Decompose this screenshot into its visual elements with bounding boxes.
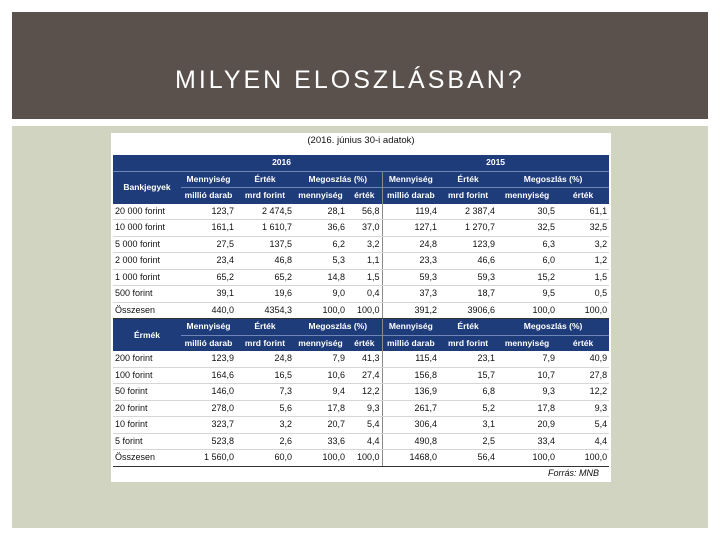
table-cell: 7,3 (236, 384, 294, 401)
row-label: 5 000 forint (113, 236, 181, 253)
coins-sub-header: érték (557, 335, 609, 351)
table-cell: 23,4 (181, 253, 236, 270)
currency-table-image (111, 133, 611, 482)
coins-group-header: Megoszlás (%) (294, 319, 382, 336)
table-cell: 1,2 (557, 253, 609, 270)
table-cell: 1 270,7 (439, 220, 497, 237)
table-cell: 137,5 (236, 236, 294, 253)
coins-header-row-1 (113, 319, 609, 336)
table-cell: 136,9 (382, 384, 439, 401)
table-cell: 59,3 (439, 269, 497, 286)
banknotes-section-label: Bankjegyek (113, 171, 181, 204)
table-cell: 119,4 (382, 204, 439, 220)
table-cell: 100,0 (294, 302, 347, 319)
table-cell: 61,1 (557, 204, 609, 220)
table-cell: 9,3 (497, 384, 557, 401)
coins-group-header: Megoszlás (%) (497, 319, 609, 336)
table-row (113, 253, 609, 270)
banknotes-sub-header: érték (557, 188, 609, 204)
year-2015-header: 2015 (382, 155, 609, 171)
table-cell: 4,4 (557, 433, 609, 450)
table-cell: 33,6 (294, 433, 347, 450)
table-cell: 161,1 (181, 220, 236, 237)
table-cell: 1 560,0 (181, 450, 236, 467)
coins-sub-header: mennyiség (497, 335, 557, 351)
table-cell: 3,1 (439, 417, 497, 434)
row-label: Összesen (113, 302, 181, 319)
table-cell: 9,3 (557, 400, 609, 417)
coins-header (113, 319, 609, 352)
table-cell: 23,1 (439, 351, 497, 367)
table-cell: 0,4 (347, 286, 382, 303)
table-cell: 65,2 (181, 269, 236, 286)
banknotes-group-header: Megoszlás (%) (294, 171, 382, 188)
table-cell: 127,1 (382, 220, 439, 237)
table-cell: 100,0 (497, 302, 557, 319)
table-cell: 3,2 (347, 236, 382, 253)
banknotes-header-row-2 (113, 188, 609, 204)
table-cell: 36,6 (294, 220, 347, 237)
table-cell: 60,0 (236, 450, 294, 467)
table-cell: 100,0 (497, 450, 557, 467)
row-label: 50 forint (113, 384, 181, 401)
table-cell: 115,4 (382, 351, 439, 367)
banknotes-group-header: Érték (439, 171, 497, 188)
table-cell: 30,5 (497, 204, 557, 220)
table-cell: 100,0 (347, 450, 382, 467)
year-header-blank (113, 155, 181, 171)
banknotes-group-header: Mennyiség (181, 171, 236, 188)
table-cell: 2 387,4 (439, 204, 497, 220)
coins-sub-header: érték (347, 335, 382, 351)
table-cell: 1,1 (347, 253, 382, 270)
banknotes-sub-header: mrd forint (236, 188, 294, 204)
table-cell: 306,4 (382, 417, 439, 434)
row-label: 2 000 forint (113, 253, 181, 270)
table-cell: 100,0 (294, 450, 347, 467)
table-cell: 27,4 (347, 367, 382, 384)
currency-distribution-table (113, 155, 609, 467)
table-cell: 65,2 (236, 269, 294, 286)
coins-header-row-2 (113, 335, 609, 351)
table-cell: 100,0 (557, 302, 609, 319)
table-cell: 391,2 (382, 302, 439, 319)
table-cell: 100,0 (557, 450, 609, 467)
table-row (113, 269, 609, 286)
table-cell: 20,7 (294, 417, 347, 434)
table-cell: 16,5 (236, 367, 294, 384)
table-cell: 323,7 (181, 417, 236, 434)
table-caption: (2016. június 30-i adatok) (307, 135, 415, 146)
table-cell: 4354,3 (236, 302, 294, 319)
banknotes-sub-header: mennyiség (497, 188, 557, 204)
coins-sub-header: mrd forint (236, 335, 294, 351)
title-bar (12, 12, 708, 119)
table-cell: 9,5 (497, 286, 557, 303)
table-cell: 46,8 (236, 253, 294, 270)
row-label: 5 forint (113, 433, 181, 450)
table-cell: 5,4 (557, 417, 609, 434)
banknotes-sub-header: mrd forint (439, 188, 497, 204)
table-cell: 24,8 (236, 351, 294, 367)
table-row (113, 384, 609, 401)
row-label: 10 forint (113, 417, 181, 434)
table-cell: 3906,6 (439, 302, 497, 319)
banknotes-header (113, 171, 609, 204)
coins-sub-header: millió darab (181, 335, 236, 351)
table-cell: 123,9 (181, 351, 236, 367)
table-cell: 164,6 (181, 367, 236, 384)
table-cell: 5,4 (347, 417, 382, 434)
table-cell: 2,6 (236, 433, 294, 450)
table-cell: 156,8 (382, 367, 439, 384)
row-label: 500 forint (113, 286, 181, 303)
table-cell: 56,8 (347, 204, 382, 220)
banknotes-sub-header: millió darab (181, 188, 236, 204)
table-cell: 7,9 (294, 351, 347, 367)
table-row (113, 220, 609, 237)
table-cell: 15,2 (497, 269, 557, 286)
coins-group-header: Mennyiség (382, 319, 439, 336)
banknotes-group-header: Megoszlás (%) (497, 171, 609, 188)
table-cell: 12,2 (557, 384, 609, 401)
banknotes-sub-header: millió darab (382, 188, 439, 204)
table-cell: 123,7 (181, 204, 236, 220)
table-cell: 39,1 (181, 286, 236, 303)
source-note: Forrás: MNB (547, 468, 599, 478)
year-2016-header: 2016 (181, 155, 382, 171)
table-cell: 261,7 (382, 400, 439, 417)
table-cell: 278,0 (181, 400, 236, 417)
coins-section-label: Érmék (113, 319, 181, 352)
table-cell: 12,2 (347, 384, 382, 401)
table-cell: 9,3 (347, 400, 382, 417)
table-cell: 5,3 (294, 253, 347, 270)
banknotes-group-header: Érték (236, 171, 294, 188)
table-row (113, 417, 609, 434)
table-cell: 1468,0 (382, 450, 439, 467)
coins-group-header: Érték (439, 319, 497, 336)
row-label: Összesen (113, 450, 181, 467)
banknotes-group-header: Mennyiség (382, 171, 439, 188)
table-cell: 27,8 (557, 367, 609, 384)
table-cell: 10,6 (294, 367, 347, 384)
table-cell: 2,5 (439, 433, 497, 450)
table-cell: 37,3 (382, 286, 439, 303)
row-label: 20 forint (113, 400, 181, 417)
row-label: 20 000 forint (113, 204, 181, 220)
table-cell: 6,0 (497, 253, 557, 270)
table-cell: 33,4 (497, 433, 557, 450)
table-cell: 123,9 (439, 236, 497, 253)
table-cell: 32,5 (497, 220, 557, 237)
table-cell: 40,9 (557, 351, 609, 367)
table-cell: 5,2 (439, 400, 497, 417)
table-cell: 10,7 (497, 367, 557, 384)
table-cell: 17,8 (294, 400, 347, 417)
table-cell: 3,2 (236, 417, 294, 434)
table-row (113, 351, 609, 367)
table-cell: 523,8 (181, 433, 236, 450)
table-cell: 18,7 (439, 286, 497, 303)
table-cell: 6,2 (294, 236, 347, 253)
table-cell: 9,4 (294, 384, 347, 401)
coins-body (113, 351, 609, 466)
table-cell: 56,4 (439, 450, 497, 467)
table-row (113, 236, 609, 253)
table-cell: 490,8 (382, 433, 439, 450)
table-cell: 3,2 (557, 236, 609, 253)
table-cell: 1 610,7 (236, 220, 294, 237)
coins-sub-header: millió darab (382, 335, 439, 351)
table-cell: 27,5 (181, 236, 236, 253)
table-cell: 24,8 (382, 236, 439, 253)
table-cell: 59,3 (382, 269, 439, 286)
table-cell: 19,6 (236, 286, 294, 303)
table-cell: 1,5 (347, 269, 382, 286)
table-cell: 17,8 (497, 400, 557, 417)
table-cell: 20,9 (497, 417, 557, 434)
year-header-row (113, 155, 609, 171)
table-cell: 0,5 (557, 286, 609, 303)
table-row (113, 204, 609, 220)
row-label: 1 000 forint (113, 269, 181, 286)
row-label: 100 forint (113, 367, 181, 384)
table-row (113, 400, 609, 417)
table-cell: 146,0 (181, 384, 236, 401)
table-cell: 41,3 (347, 351, 382, 367)
table-row (113, 433, 609, 450)
table-cell: 9,0 (294, 286, 347, 303)
table-cell: 7,9 (497, 351, 557, 367)
table-row (113, 367, 609, 384)
table-cell: 28,1 (294, 204, 347, 220)
banknotes-sub-header: érték (347, 188, 382, 204)
row-label: 10 000 forint (113, 220, 181, 237)
table-row (113, 286, 609, 303)
table-cell: 46,6 (439, 253, 497, 270)
coins-sub-header: mrd forint (439, 335, 497, 351)
coins-sub-header: mennyiség (294, 335, 347, 351)
table-cell: 440,0 (181, 302, 236, 319)
table-cell: 2 474,5 (236, 204, 294, 220)
coins-group-header: Érték (236, 319, 294, 336)
row-label: 200 forint (113, 351, 181, 367)
table-cell: 100,0 (347, 302, 382, 319)
banknotes-total-row (113, 302, 609, 319)
coins-group-header: Mennyiség (181, 319, 236, 336)
coins-total-row (113, 450, 609, 467)
table-cell: 37,0 (347, 220, 382, 237)
table-cell: 14,8 (294, 269, 347, 286)
table-cell: 23,3 (382, 253, 439, 270)
banknotes-body (113, 204, 609, 319)
table-cell: 32,5 (557, 220, 609, 237)
table-cell: 6,8 (439, 384, 497, 401)
table-cell: 4,4 (347, 433, 382, 450)
table-cell: 5,6 (236, 400, 294, 417)
banknotes-sub-header: mennyiség (294, 188, 347, 204)
table-cell: 6,3 (497, 236, 557, 253)
table-cell: 1,5 (557, 269, 609, 286)
slide-title: MILYEN ELOSZLÁSBAN? (175, 66, 525, 94)
banknotes-header-row-1 (113, 171, 609, 188)
table-cell: 15,7 (439, 367, 497, 384)
